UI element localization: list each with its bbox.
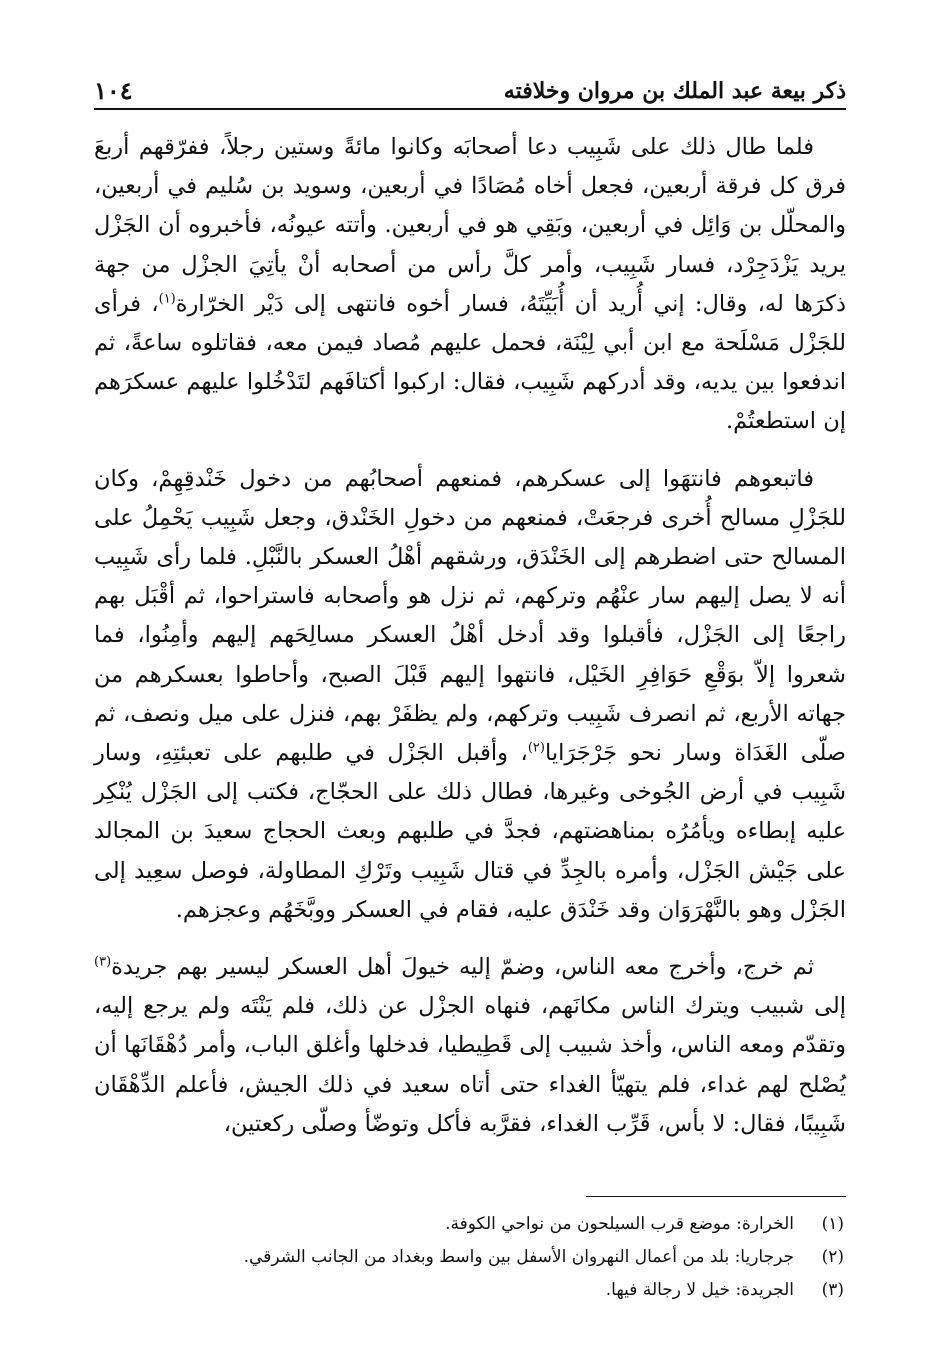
paragraph-3 xyxy=(94,948,846,1144)
footnote-divider xyxy=(586,1196,846,1197)
chapter-title: ذكر بيعة عبد الملك بن مروان وخلافته xyxy=(503,78,846,104)
paragraph-text: ، وأقبل الجَزْل في طلبهم على تعبئتِهِ، وسار شَبِيب في أرض الجُوخى وغيرها، فطال ذلك على الحجّاج، فكتب إلى الجَزْل يُنْكِر عليه إبطاءه ويأمُرُه بمناهضتهم، فجدَّ في طلبهم وبعث الحجاج سعيدَ بن المجالد على جَيْش الجَزْل، وأمره بالجِدِّ في قتال شَبِيب وتَرْكِ المطاولة، فوصل سعِيد إلى الجَزْل وهو بالنَّهْرَوَان وقد خَنْدَق عليه، فقام في العسكر ووبَّخَهُم وعجزهم. xyxy=(94,740,846,923)
footnote-number: (٣) xyxy=(821,1280,844,1300)
footnote-text: الخرارة: موضع قرب السيلحون من نواحي الكوفة. xyxy=(445,1214,794,1234)
footnote-text: الجريدة: خيل لا رجالة فيها. xyxy=(605,1280,794,1300)
footnote-ref-1: (١) xyxy=(158,291,176,307)
footnote-ref-2: (٢) xyxy=(527,740,545,756)
paragraph-text: فلما طال ذلك على شَبِيب دعا أصحابَه وكانوا مائةً وستين رجلاً، ففرّقهم أربعَ فرق كل فرقة أربعين، فجعل أخاه مُصَادًا في أربعين، وسويد بن سُليم في أربعين، والمحلّل بن وَائِل في أربعين، وبَقِي هو في أربعين. وأتته عيونُه، فأخبروه أن الجَزْل يريد يَزْدَجِرْد، فسار شَبِيب، وأمر كلَّ رأس من أصحابه أنْ يأتِيَ الجزْل من جهة ذكرَها له، وقال: إني أُريد أن أُبَيِّتَهُ، فسار أخوه فانتهى إلى دَيْر الخرّارة xyxy=(94,134,846,317)
footnote xyxy=(94,1208,846,1241)
paragraph-text: فاتبعوهم فانتهَوا إلى عسكرهم، فمنعهم أصحابُهم من دخول خَنْدقِهِمْ، وكان للجَزْلِ مسالح أُخرى فرجعَتْ، فمنعهم من دخولِ الخَنْدق، وجعل شَبِيب يَحْمِلُ على المسالح حتى اضطرهم إلى الخَنْدَق، ورشقهم أهْلُ العسكر بالنَّبْلِ. فلما رأى شَبِيب أنه لا يصل إليهم سار عنْهُم وتركهم، ثم نزل هو وأصحابه فاستراحوا، ثم أقْبَل بهم راجعًا إلى الجَزْل، فأقبلوا وقد أدخل أهْلُ العسكر مسالِحَهم إليهم وأمِنُوا، فما شعروا إلاّ بوَقْعِ حَوَافِرِ الخَيْل، فانتهوا إليهم قَبْلَ الصبح، وأحاطوا بعسكرهم من جهاته الأربع، ثم انصرف شَبِيب وتركهم، ولم يظفَرْ بهم، فنزل على ميل ونصف، ثم صلّى الغَدَاة وسار نحو جَرْجَرَايا xyxy=(94,465,846,767)
main-text xyxy=(94,128,846,1144)
header-divider xyxy=(94,108,846,110)
paragraph-text: ، فرأى للجَزْل مَسْلَحة مع ابن أبي لِيْنَة، فحمل عليهم مُصاد فيمن معه، فقاتلوه ساعةً، ثم اندفعوا بين يديه، وقد أدركهم شَبِيب، فقال: اركبوا أكتافَهم لتَدْخُلوا عليهم عسكرَهم إن استطعتُمْ. xyxy=(94,290,846,435)
footnote-ref-3: (٣) xyxy=(94,954,112,970)
footnote-number: (١) xyxy=(821,1214,844,1234)
paragraph-text: ثم خرج، وأخرج معه الناس، وضمّ إليه خيولَ أهل العسكر ليسير بهم جريدة xyxy=(111,954,814,981)
footnote xyxy=(94,1274,846,1307)
footnote-text: جرجاريا: بلد من أعمال النهروان الأسفل بين واسط وبغداد من الجانب الشرقي. xyxy=(243,1247,794,1267)
paragraph-2 xyxy=(94,460,846,930)
footnote xyxy=(94,1241,846,1274)
paragraph-text: إلى شبيب ويترك الناس مكانَهم، فنهاه الجزْل عن ذلك، فلم يَنْتَه ولم يرجع إليه، وتقدّم ومعه الناس، وأخذ شبيب إلى قَطِيطيا، فدخلها وأغلق الباب، وأمر دُهْقَانَها أن يُصْلح لهم غداء، فلم يتهيّأ الغداء حتى أتاه سعيد في ذلك الجيش، فأعلم الدِّهْقَان شَبِيبًا، فقال: لا بأس، قَرِّب الغداء، فقرَّبه فأكل وتوضّأ وصلّى ركعتين، xyxy=(94,993,846,1137)
paragraph-1 xyxy=(94,128,846,442)
page-number: ١٠٤ xyxy=(94,76,133,105)
footnotes xyxy=(94,1208,846,1307)
footnote-number: (٢) xyxy=(821,1247,844,1267)
